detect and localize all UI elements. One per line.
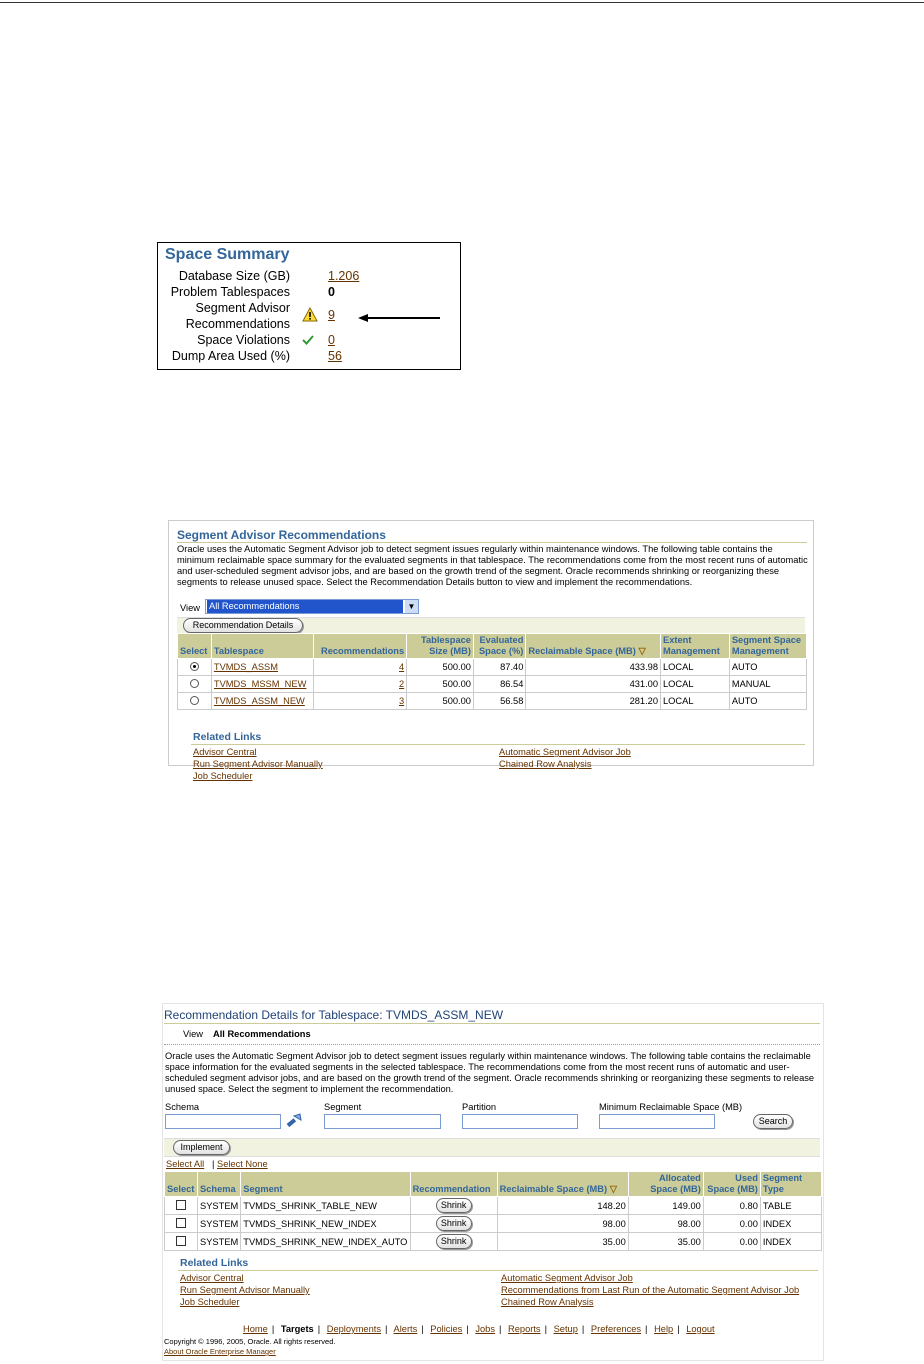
separator: | [466,1324,469,1334]
rec-details-title: Recommendation Details for Tablespace: TVMDS_ASSM_NEW [164,1008,504,1022]
db-size-link[interactable]: 1.206 [328,269,360,283]
recommendations-link[interactable]: 2 [399,679,405,689]
type-cell: INDEX [760,1215,821,1233]
min-reclaimable-label: Minimum Reclaimable Space (MB) [599,1102,743,1112]
footer-link-deployments[interactable]: Deployments [326,1324,382,1334]
problem-ts-value: 0 [328,285,335,299]
space-violations-link[interactable]: 0 [328,333,335,347]
tablespace-cell [211,693,313,710]
reclaimable-cell: 35.00 [497,1233,628,1251]
row-checkbox[interactable] [176,1200,186,1210]
seg-advisor-description: Oracle uses the Automatic Segment Advisor job to detect segment issues regularly within maintenance windows. The following table contains the minimum reclaimable space summary for the evaluated segments in that tablespace. The recommendations come from the most recent runs of automatic and user-scheduled segment advisor jobs, and are based on the growth trend of the segment. Oracle recommends shrinking or reorganizing these segments to release unused space. Select the Recommendation Details button to view and implement the recommendations. [177,544,808,587]
seg-advisor-label-1: Segment Advisor [195,301,290,315]
type-cell: INDEX [760,1233,821,1251]
segment-cell: TVMDS_SHRINK_TABLE_NEW [241,1197,410,1215]
shrink-button[interactable]: Shrink [436,1234,472,1249]
search-button[interactable]: Search [753,1114,793,1129]
rec-toolbar [164,1138,820,1157]
col-segment-type[interactable]: Segment Type [760,1172,821,1197]
auto-advisor-job-link[interactable]: Automatic Segment Advisor Job [501,1273,633,1283]
title-rule [164,1023,820,1024]
pointer-arrow-icon [358,314,442,322]
table-row [165,1215,822,1233]
about-oem-link[interactable]: About Oracle Enterprise Manager [164,1347,276,1356]
table-row [178,693,807,710]
col-allocated[interactable]: Allocated Space (MB) [628,1172,703,1197]
row-select-cell [178,659,212,676]
view-select-value: All Recommendations [207,600,403,613]
recommendation-details-button[interactable]: Recommendation Details [183,618,303,633]
rec-details-table [164,1171,822,1251]
tablespace-link[interactable]: TVMDS_ASSM_NEW [213,696,305,706]
advisor-central-link[interactable]: Advisor Central [180,1273,244,1283]
schema-label: Schema [165,1102,200,1112]
job-scheduler-link[interactable]: Job Scheduler [193,771,253,781]
dump-area-label: Dump Area Used (%) [171,349,290,363]
extent-cell: LOCAL [661,659,730,676]
seg-advisor-title: Segment Advisor Recommendations [177,528,386,542]
footer-link-setup[interactable]: Setup [553,1324,578,1334]
evaluated-cell: 87.40 [473,659,525,676]
chevron-down-icon: ▼ [405,600,418,613]
footer-link-help[interactable]: Help [654,1324,674,1334]
separator: | [385,1324,388,1334]
footer-link-home[interactable]: Home [243,1324,268,1334]
segment-cell: TVMDS_SHRINK_NEW_INDEX_AUTO [241,1233,410,1251]
size-cell: 500.00 [407,676,474,693]
recommendations-link[interactable]: 4 [399,662,405,672]
size-cell: 500.00 [407,659,474,676]
used-cell: 0.00 [703,1233,760,1251]
row-radio[interactable] [190,696,199,705]
space-violations-label: Space Violations [197,333,290,347]
schema-cell: SYSTEM [198,1215,241,1233]
footer-nav [243,1324,715,1334]
copyright-text: Copyright © 1996, 2005, Oracle. All rights reserved. [164,1337,336,1346]
col-reclaimable[interactable] [526,634,661,659]
col-segment-space[interactable]: Segment Space Management [729,634,806,659]
separator: | [544,1324,547,1334]
related-rule [178,1270,818,1271]
separator: | [645,1324,648,1334]
table-row [165,1233,822,1251]
ssm-cell: MANUAL [729,676,806,693]
allocated-cell: 35.00 [628,1233,703,1251]
row-select-cell [178,693,212,710]
dump-area-link[interactable]: 56 [328,349,342,363]
extent-cell: LOCAL [661,676,730,693]
job-scheduler-link[interactable]: Job Scheduler [180,1297,240,1307]
reclaimable-cell: 98.00 [497,1215,628,1233]
view-select[interactable] [205,599,419,614]
dotted-rule [164,1044,820,1045]
col-schema[interactable]: Schema [198,1172,241,1197]
evaluated-cell: 56.58 [473,693,525,710]
col-evaluated[interactable]: Evaluated Space (%) [473,634,525,659]
recommendation-cell [410,1215,497,1233]
row-select-cell [165,1233,198,1251]
tablespace-link[interactable]: TVMDS_ASSM [213,662,278,672]
view-value: All Recommendations [213,1029,311,1039]
schema-input[interactable] [165,1114,281,1129]
recommendations-cell [313,676,407,693]
reclaimable-cell: 148.20 [497,1197,628,1215]
separator: | [499,1324,502,1334]
extent-cell: LOCAL [661,693,730,710]
last-run-recommendations-link[interactable]: Recommendations from Last Run of the Automatic Segment Advisor Job [501,1285,800,1295]
rec-related-links-title: Related Links [180,1257,249,1269]
chained-row-link[interactable]: Chained Row Analysis [499,759,592,769]
segment-label: Segment [324,1102,362,1112]
seg-related-links-title: Related Links [193,731,262,743]
schema-cell: SYSTEM [198,1197,241,1215]
implement-button[interactable]: Implement [173,1140,230,1155]
allocated-cell: 149.00 [628,1197,703,1215]
separator: | [271,1324,275,1334]
partition-label: Partition [462,1102,497,1112]
shrink-button[interactable]: Shrink [436,1216,472,1231]
col-select: Select [165,1172,198,1197]
run-manually-link[interactable]: Run Segment Advisor Manually [180,1285,310,1295]
type-cell: TABLE [760,1197,821,1215]
related-rule [191,744,805,745]
row-select-cell [165,1215,198,1233]
col-reclaimable[interactable] [497,1172,628,1197]
recommendations-cell [313,693,407,710]
chained-row-link[interactable]: Chained Row Analysis [501,1297,594,1307]
used-cell: 0.80 [703,1197,760,1215]
footer-link-reports[interactable]: Reports [508,1324,541,1334]
seg-advisor-count-link[interactable]: 9 [328,308,335,322]
flashlight-search-icon[interactable] [285,1112,303,1135]
reclaimable-cell: 433.98 [526,659,661,676]
reclaimable-cell: 431.00 [526,676,661,693]
page-top-rule [0,2,924,3]
table-row [178,676,807,693]
footer-link-policies[interactable]: Policies [430,1324,463,1334]
db-size-label: Database Size (GB) [178,269,290,283]
segment-input[interactable] [324,1114,441,1129]
space-summary-title: Space Summary [165,246,290,263]
footer-link-preferences[interactable]: Preferences [590,1324,642,1334]
seg-advisor-panel [168,520,814,781]
col-used[interactable]: Used Space (MB) [703,1172,760,1197]
col-recommendation: Recommendation [410,1172,497,1197]
segment-cell: TVMDS_SHRINK_NEW_INDEX [241,1215,410,1233]
row-select-cell [165,1197,198,1215]
row-checkbox[interactable] [176,1218,186,1228]
recommendation-cell [410,1197,497,1215]
select-all-link[interactable]: Select All [166,1159,205,1169]
view-label: View [183,1029,203,1039]
reclaimable-cell: 281.20 [526,693,661,710]
select-none-link[interactable]: Select None [217,1159,268,1169]
row-radio[interactable] [190,679,199,688]
recommendations-cell [313,659,407,676]
footer-link-logout[interactable]: Logout [686,1324,715,1334]
footer-link-jobs[interactable]: Jobs [475,1324,495,1334]
rec-details-description: Oracle uses the Automatic Segment Advisor job to detect segment issues regularly within maintenance windows. The following table contains the reclaimable space information for the evaluated segments in the selected tablespace. The recommendations come from the most recent runs of automatic and user-scheduled segment advisor jobs, and are based on the growth trend of the segment. Oracle recommends shrinking or reorganizing these segments to release unused space. Select the segment to implement the recommendation. [165,1051,815,1094]
seg-advisor-table [177,633,807,710]
min-reclaimable-input[interactable] [599,1114,715,1129]
recommendations-link[interactable]: 3 [399,696,405,706]
ssm-cell: AUTO [729,693,806,710]
col-recommendations[interactable]: Recommendations [313,634,407,659]
separator: | [317,1324,321,1334]
used-cell: 0.00 [703,1215,760,1233]
sort-desc-icon: ▽ [609,1184,617,1194]
evaluated-cell: 86.54 [473,676,525,693]
separator: | [421,1324,424,1334]
advisor-central-link[interactable]: Advisor Central [193,747,257,757]
checkmark-icon [302,334,314,349]
footer-link-alerts[interactable]: Alerts [393,1324,418,1334]
title-rule [177,542,807,543]
separator: | [581,1324,585,1334]
table-row [165,1197,822,1215]
run-manually-link[interactable]: Run Segment Advisor Manually [193,759,323,769]
auto-advisor-job-link[interactable]: Automatic Segment Advisor Job [499,747,631,757]
col-select: Select [178,634,212,659]
schema-cell: SYSTEM [198,1233,241,1251]
col-ts-size[interactable]: Tablespace Size (MB) [407,634,474,659]
footer-link-targets[interactable]: Targets [280,1324,314,1334]
size-cell: 500.00 [407,693,474,710]
col-reclaimable-label: Reclaimable Space (MB) [528,646,636,656]
col-extent[interactable]: Extent Management [661,634,730,659]
table-row [178,659,807,676]
tablespace-cell [211,659,313,676]
seg-advisor-label-2: Recommendations [185,317,290,331]
row-checkbox[interactable] [176,1236,186,1246]
col-tablespace[interactable]: Tablespace [211,634,313,659]
link-separator: | [212,1159,215,1169]
row-select-cell [178,676,212,693]
tablespace-link[interactable]: TVMDS_MSSM_NEW [213,679,307,689]
allocated-cell: 98.00 [628,1215,703,1233]
separator: | [677,1324,680,1334]
ssm-cell: AUTO [729,659,806,676]
problem-ts-label: Problem Tablespaces [170,285,290,299]
partition-input[interactable] [462,1114,578,1129]
recommendation-cell [410,1233,497,1251]
warning-icon [302,307,318,325]
rec-details-panel [162,1003,824,1361]
view-label: View [180,603,200,613]
col-reclaimable-label: Reclaimable Space (MB) [499,1184,608,1194]
tablespace-cell [211,676,313,693]
sort-desc-icon: ▽ [638,646,646,656]
col-segment[interactable]: Segment [241,1172,410,1197]
space-summary-box [157,242,461,370]
shrink-button[interactable]: Shrink [436,1198,472,1213]
row-radio[interactable] [190,662,199,671]
